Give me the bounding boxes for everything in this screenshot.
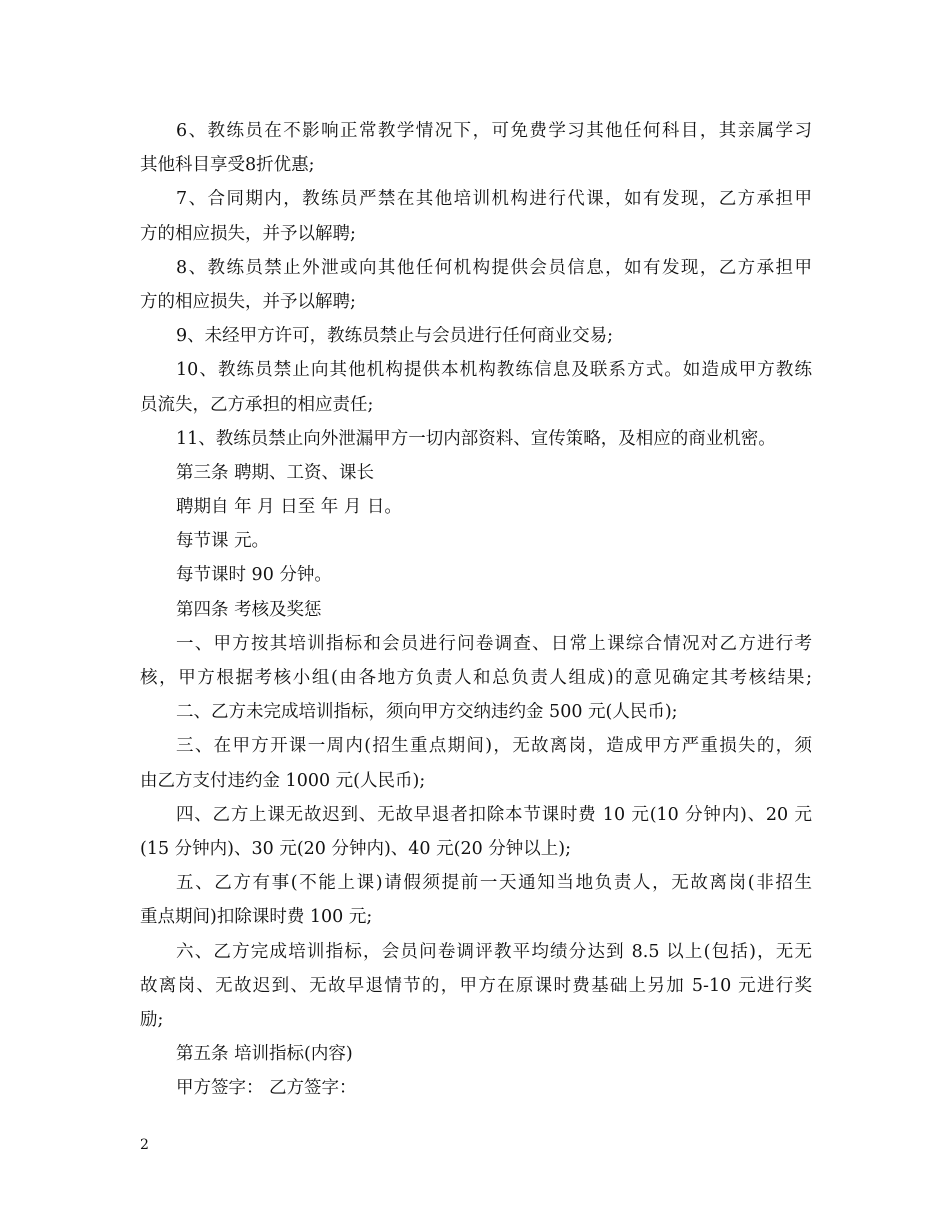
text-line: 7、合同期内，教练员严禁在其他培训机构进行代课，如有发现，乙方承担甲: [176, 189, 812, 210]
text-line: 员流失，乙方承担的相应责任;: [140, 394, 374, 415]
text-line: 每节课时 90 分钟。: [176, 565, 332, 586]
text-line: 聘期自 年 月 日至 年 月 日。: [176, 497, 402, 518]
text-line: 一、甲方按其培训指标和会员进行问卷调查、日常上课综合情况对乙方进行考: [176, 633, 812, 654]
section-heading: 第五条 培训指标(内容): [176, 1044, 353, 1065]
text-line: 11、教练员禁止向外泄漏甲方一切内部资料、宣传策略，及相应的商业机密。: [176, 428, 776, 449]
text-line: 二、乙方未完成培训指标，须向甲方交纳违约金 500 元(人民币);: [176, 702, 678, 723]
text-line: 方的相应损失，并予以解聘;: [140, 291, 356, 312]
text-line: 10、教练员禁止向其他机构提供本机构教练信息及联系方式。如造成甲方教练: [176, 360, 812, 381]
section-heading: 第四条 考核及奖惩: [176, 599, 322, 620]
section-heading: 第三条 聘期、工资、课长: [176, 462, 375, 483]
text-line: 核，甲方根据考核小组(由各地方负责人和总负责人组成)的意见确定其考核结果;: [140, 668, 812, 688]
document-body: [140, 114, 812, 1105]
text-line: 8、教练员禁止外泄或向其他任何机构提供会员信息，如有发现，乙方承担甲: [176, 257, 812, 278]
text-line: 由乙方支付违约金 1000 元(人民币);: [140, 770, 426, 791]
text-line: 9、未经甲方许可，教练员禁止与会员进行任何商业交易;: [176, 326, 614, 347]
signature-line: 甲方签字： 乙方签字：: [176, 1078, 357, 1099]
text-line: 重点期间)扣除课时费 100 元;: [140, 907, 373, 928]
text-line: 6、教练员在不影响正常教学情况下，可免费学习其他任何科目，其亲属学习: [176, 121, 812, 141]
text-line: 三、在甲方开课一周内(招生重点期间)，无故离岗，造成甲方严重损失的，须: [176, 736, 812, 757]
text-line: 四、乙方上课无故迟到、无故早退者扣除本节课时费 10 元(10 分钟内)、20 元: [176, 804, 812, 825]
text-line: 六、乙方完成培训指标，会员问卷调评教平均绩分达到 8.5 以上(包括)，无无: [176, 941, 812, 962]
text-line: 方的相应损失，并予以解聘;: [140, 223, 356, 244]
text-line: 每节课 元。: [176, 531, 270, 552]
text-line: 励;: [140, 1009, 164, 1030]
text-line: (15 分钟内)、30 元(20 分钟内)、40 元(20 分钟以上);: [140, 838, 572, 859]
page-number: 2: [140, 1137, 149, 1153]
text-line: 其他科目享受8折优惠;: [140, 155, 315, 176]
text-line: 五、乙方有事(不能上课)请假须提前一天通知当地负责人，无故离岗(非招生: [176, 873, 812, 894]
text-line: 故离岗、无故迟到、无故早退情节的，甲方在原课时费基础上另加 5-10 元进行奖: [140, 975, 812, 996]
